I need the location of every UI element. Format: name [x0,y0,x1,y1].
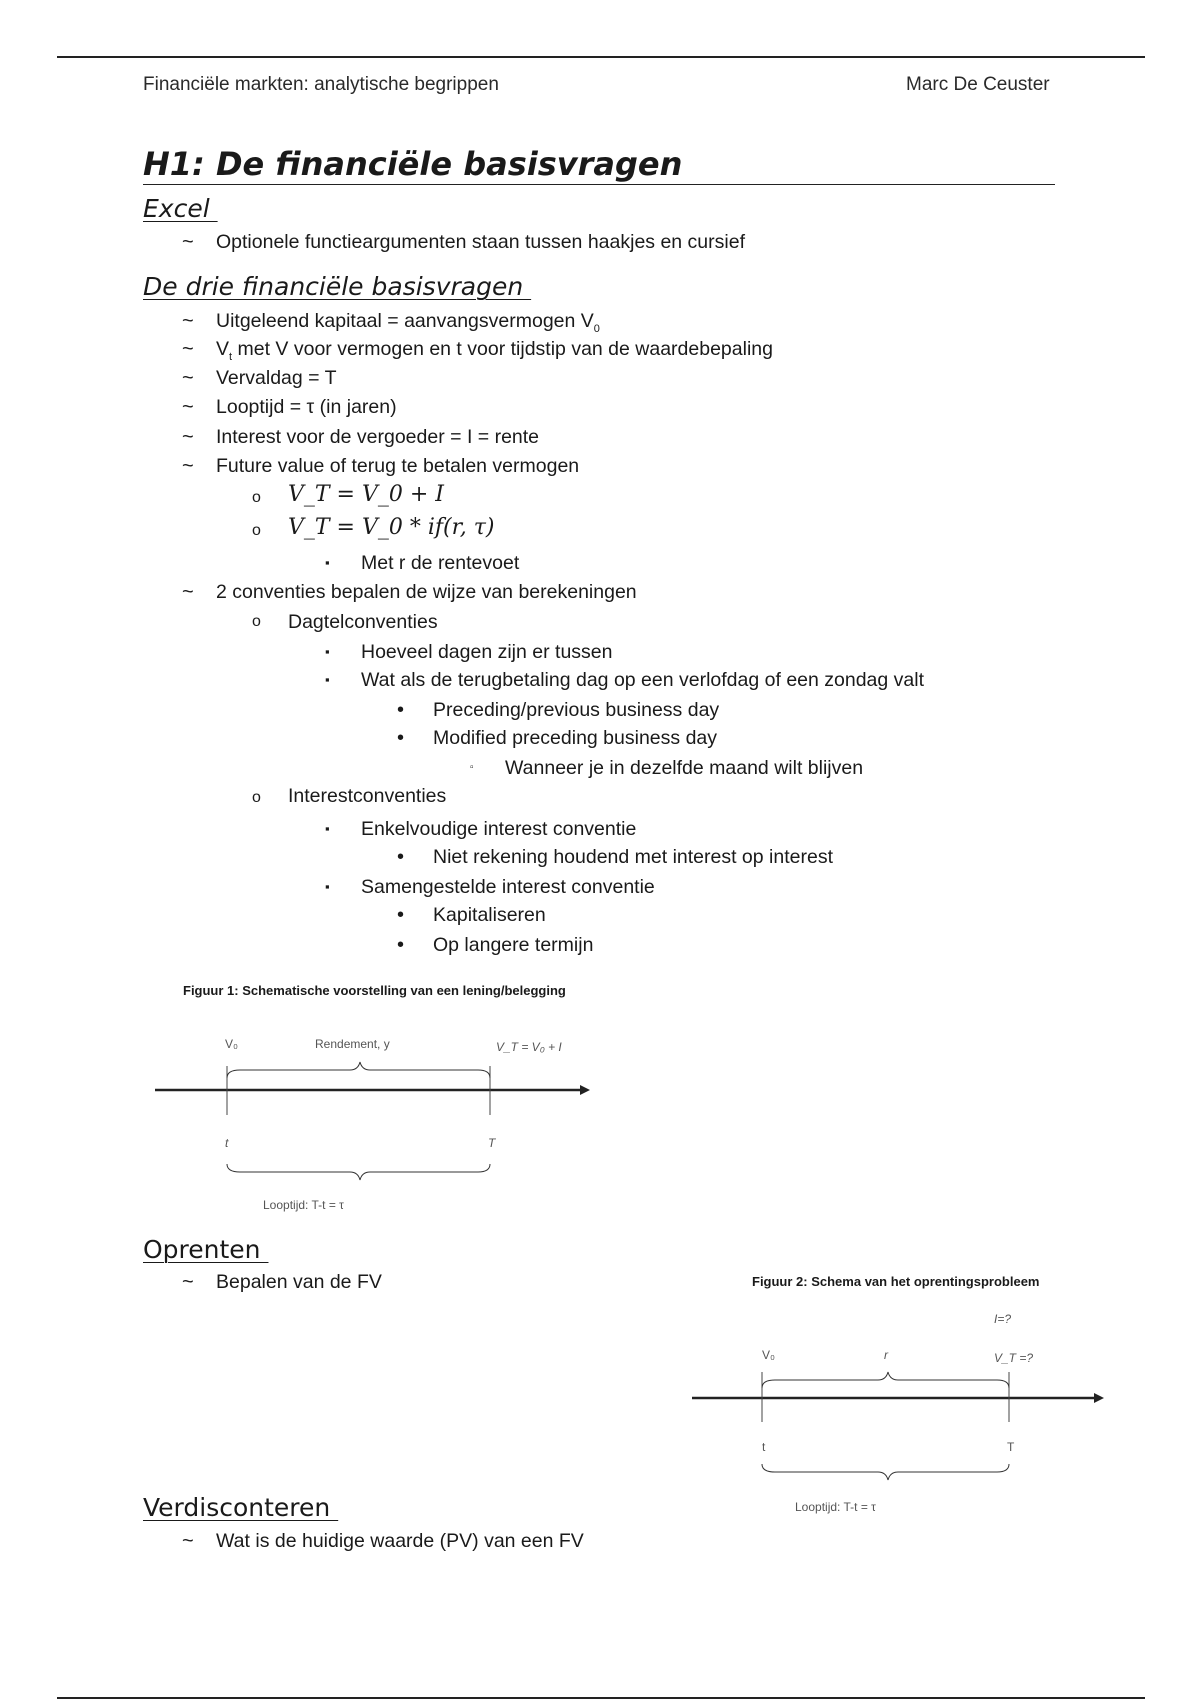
square-marker: ▪ [325,672,330,687]
circle-marker: o [252,789,261,806]
bullet-marker: • [397,846,405,868]
tilde-marker: ~ [182,455,194,477]
list-item: Wat als de terugbetaling dag op een verlofdag of een zondag valt [361,669,925,691]
circle-marker: o [252,613,261,630]
header-right: Marc De Ceuster [906,74,1050,95]
bottom-rule [57,1697,1145,1699]
list-item: Kapitaliseren [433,904,546,926]
list-item: Future value of terug te betalen vermogen [216,455,580,477]
page-title: H1: De financiële basisvragen [143,144,1055,185]
formula-fv-sum: V_T = V_0 + I [288,482,444,507]
list-item: Met r de rentevoet [361,552,520,574]
fig2-label-T: T [1007,1440,1015,1454]
square-marker: ▪ [325,555,330,570]
bullet-marker: • [397,727,405,749]
figure-2-caption: Figuur 2: Schema van het oprentingsprobleem [752,1274,1040,1289]
fig1-label-t: t [225,1136,229,1150]
section-oprenten: Oprenten [143,1235,269,1264]
section-verdisconteren: Verdisconteren [143,1493,339,1522]
list-item: Modified preceding business day [433,727,718,749]
fig2-label-i: I=? [994,1312,1012,1326]
square-marker: ▪ [325,879,330,894]
list-item: Interest voor de vergoeder = I = rente [216,426,540,448]
list-item: Looptijd = τ (in jaren) [216,396,397,418]
fig1-label-vt: V_T = V₀ + I [496,1040,562,1054]
list-item: Samengestelde interest conventie [361,876,655,898]
bullet-marker: • [397,904,405,926]
circle-marker: o [252,522,261,539]
bullet-marker: • [397,934,405,956]
subscript: 0 [593,322,600,335]
fig1-label-v0: V₀ [225,1037,238,1051]
list-item-text: met V voor vermogen en t voor tijdstip van de waardebepaling [237,338,773,360]
square-marker: ▪ [325,821,330,836]
tilde-marker: ~ [182,367,194,389]
tilde-marker: ~ [182,338,194,360]
fig2-label-vt: V_T =? [994,1351,1034,1365]
list-item-text: Uitgeleend kapitaal = aanvangsvermogen V [216,310,594,332]
list-item: Dagtelconventies [288,611,438,633]
tilde-marker: ~ [182,231,194,253]
list-item: Optionele functieargumenten staan tussen haakjes en cursief [216,231,745,253]
section-excel: Excel [143,194,218,223]
list-item: Enkelvoudige interest conventie [361,818,637,840]
tilde-marker: ~ [182,396,194,418]
list-item: Vervaldag = T [216,367,337,389]
tilde-marker: ~ [182,310,194,332]
list-item: Preceding/previous business day [433,699,720,721]
formula-fv-if: V_T = V_0 * if(r, τ) [288,515,495,540]
figure-1-caption: Figuur 1: Schematische voorstelling van een lening/belegging [183,983,566,998]
list-item: Wat is de huidige waarde (PV) van een FV [216,1530,584,1552]
fig1-label-looptijd: Looptijd: T-t = τ [263,1198,344,1212]
header-left: Financiële markten: analytische begrippen [143,74,499,95]
tilde-marker: ~ [182,1530,194,1552]
list-item: Interestconventies [288,785,447,807]
small-square-marker: ▫ [470,762,474,773]
fig2-label-v0: V₀ [762,1348,775,1362]
list-item: $V_t$ met V voor vermogen en t voor tijdstip van de waardebepaling [216,338,773,363]
list-item: Op langere termijn [433,934,594,956]
fig1-label-T: T [488,1136,496,1150]
fig1-label-rendement: Rendement, y [315,1037,390,1051]
list-item: Wanneer je in dezelfde maand wilt blijven [505,757,864,779]
tilde-marker: ~ [182,581,194,603]
fig2-label-t: t [762,1440,766,1454]
list-item: Niet rekening houdend met interest op interest [433,846,833,868]
section-basisvragen: De drie financiële basisvragen [143,272,532,301]
tilde-marker: ~ [182,426,194,448]
tilde-marker: ~ [182,1271,194,1293]
list-item: 2 conventies bepalen de wijze van berekeningen [216,581,637,603]
list-item: Bepalen van de FV [216,1271,382,1293]
fig2-label-r: r [884,1348,888,1362]
fig2-label-looptijd: Looptijd: T-t = τ [795,1500,876,1514]
bullet-marker: • [397,699,405,721]
list-item: Hoeveel dagen zijn er tussen [361,641,613,663]
square-marker: ▪ [325,644,330,659]
circle-marker: o [252,489,261,506]
subscript: t [229,350,233,363]
